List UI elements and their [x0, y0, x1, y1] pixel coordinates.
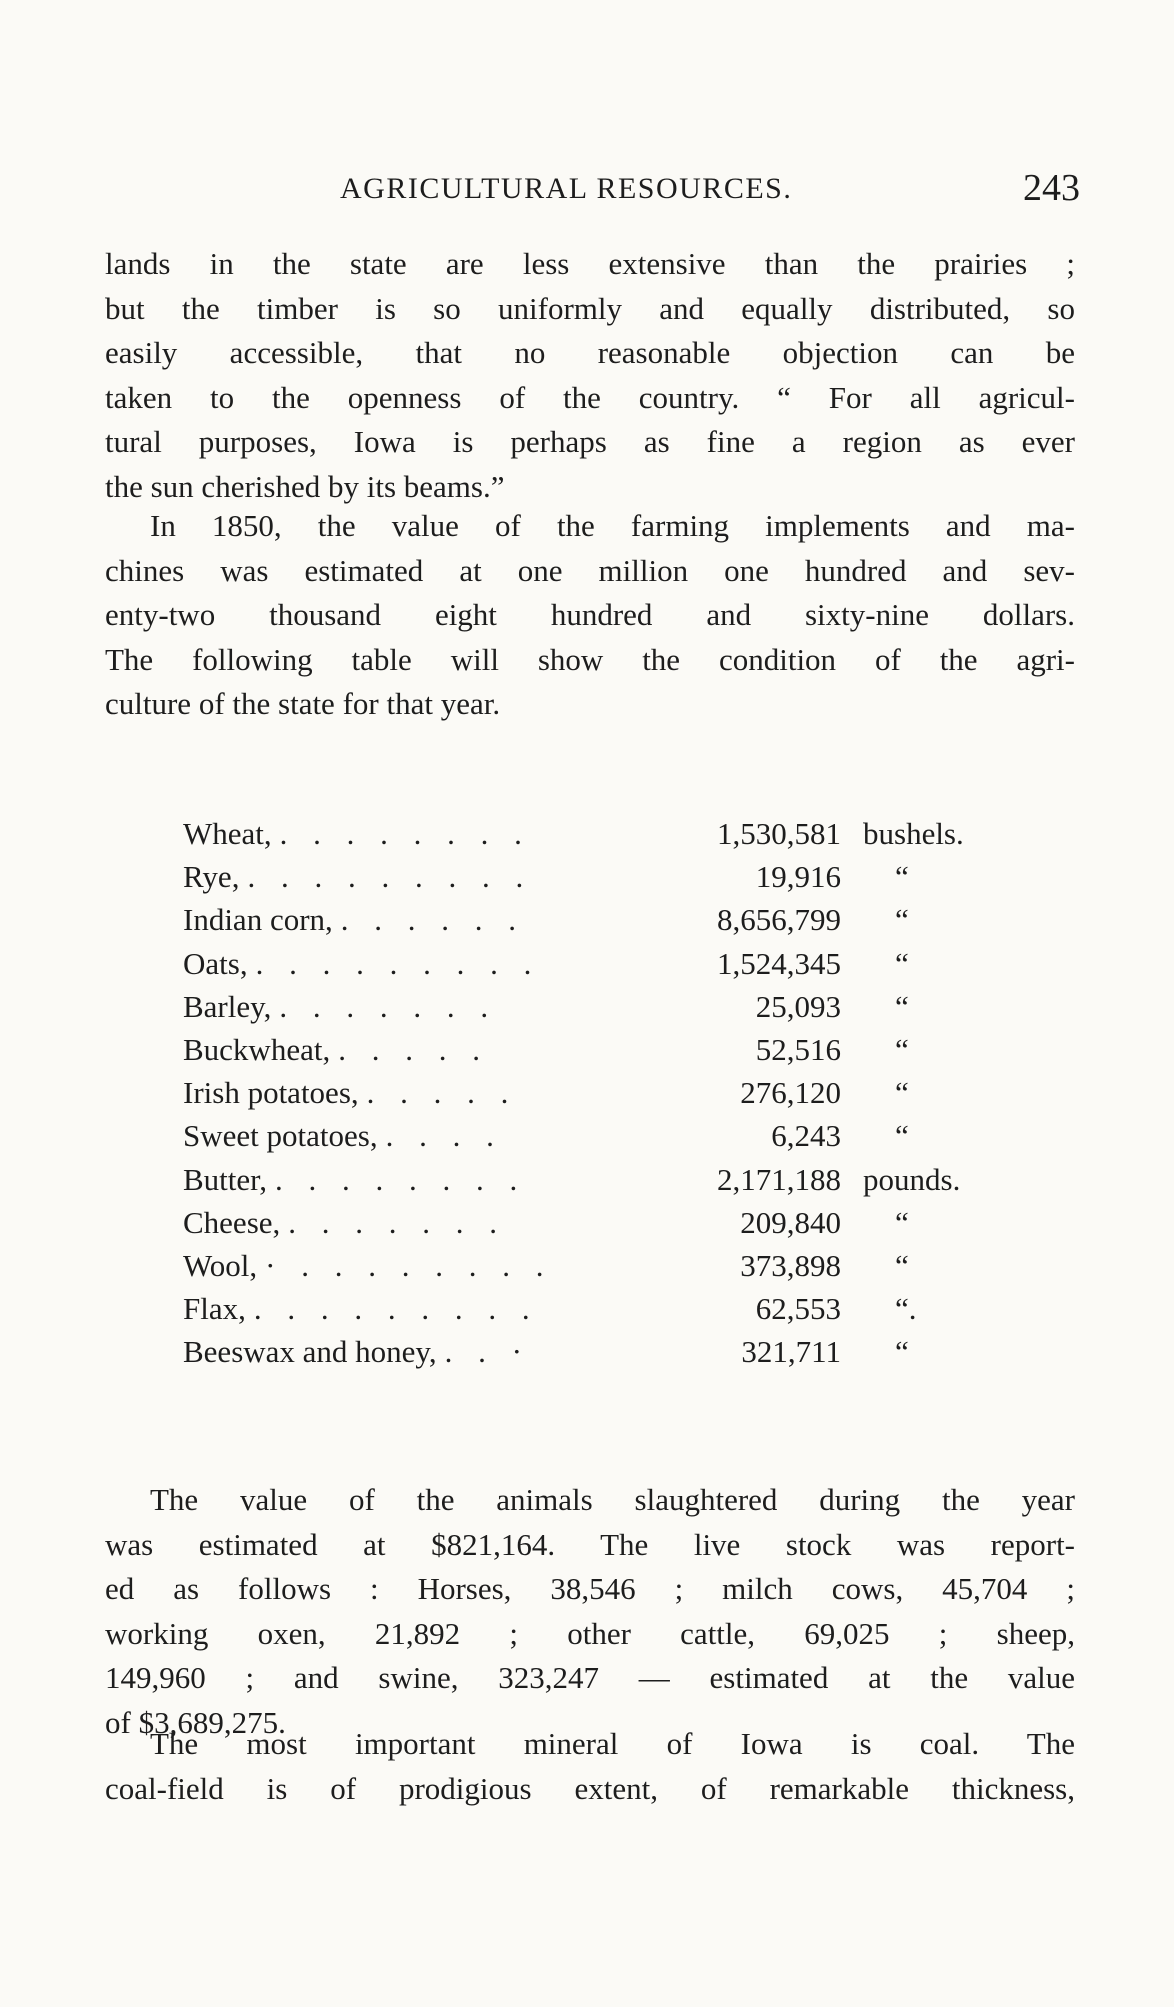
- crop-name: Flax, . . . . . . . . .: [183, 1291, 539, 1327]
- leader-dots: . . . . . . . . .: [253, 1291, 539, 1327]
- crop-value: 25,093: [755, 988, 841, 1024]
- text-line: The value of the animals slaughtered during the year: [150, 1482, 1075, 1517]
- crop-name: Cheese, . . . . . . .: [183, 1204, 507, 1240]
- table-row: [183, 898, 1023, 941]
- leader-dots: . . . . . . . . .: [247, 859, 533, 895]
- running-head: [340, 168, 1080, 212]
- crop-unit: “: [895, 1247, 909, 1283]
- leader-dots: . . . . . . .: [288, 1204, 507, 1240]
- crop-unit: “: [895, 988, 909, 1024]
- crop-name: Barley, . . . . . . .: [183, 988, 498, 1024]
- crop-unit: “: [895, 945, 909, 981]
- crop-name: Oats, . . . . . . . . .: [183, 945, 541, 981]
- text-line: the sun cherished by its beams.”: [105, 468, 505, 504]
- crop-value: 209,840: [740, 1204, 841, 1240]
- text-line: of $3,689,275.: [105, 1704, 286, 1740]
- crop-value: 8,656,799: [717, 902, 841, 938]
- crop-name: Wheat, . . . . . . . .: [183, 816, 531, 851]
- crop-value: 1,524,345: [717, 945, 841, 981]
- leader-dots: . . . . . . .: [279, 988, 498, 1024]
- crop-value: 62,553: [755, 1291, 841, 1327]
- table-row: [183, 942, 1023, 985]
- text-line: working oxen, 21,892 ; other cattle, 69,025 ; sheep,: [105, 1615, 1075, 1651]
- crop-name: Indian corn, . . . . . .: [183, 902, 526, 938]
- page-number: 243: [1023, 167, 1080, 209]
- leader-dots: . . . . . . . . .: [255, 945, 541, 981]
- running-title: AGRICULTURAL RESOURCES.: [340, 172, 793, 205]
- crop-name: Butter, . . . . . . . .: [183, 1161, 527, 1197]
- crop-value: 2,171,188: [717, 1161, 841, 1197]
- crop-unit: “: [895, 859, 909, 895]
- text-line: The following table will show the condition of the agri-: [105, 641, 1075, 677]
- crop-unit: “: [895, 1031, 909, 1067]
- paragraph-implements: [105, 504, 1075, 727]
- crop-value: 19,916: [755, 859, 841, 895]
- text-line: tural purposes, Iowa is perhaps as fine a region as ever: [105, 424, 1075, 459]
- crop-name: Rye, . . . . . . . . .: [183, 859, 533, 895]
- text-line: The most important mineral of Iowa is coal. The: [150, 1726, 1075, 1761]
- leader-dots: . . . .: [385, 1118, 503, 1154]
- text-line: In 1850, the value of the farming implements and ma-: [150, 508, 1075, 543]
- crop-unit: “: [895, 1204, 909, 1240]
- table-row: [183, 1114, 1023, 1157]
- leader-dots: · . . . . . . . .: [265, 1247, 553, 1283]
- text-line: easily accessible, that no reasonable objection can be: [105, 335, 1075, 370]
- text-line: lands in the state are less extensive than the prairies ;: [105, 246, 1075, 281]
- table-row: [183, 1244, 1023, 1287]
- paragraph-timber: [105, 242, 1075, 509]
- text-line: chines was estimated at one million one hundred and sev-: [105, 552, 1075, 588]
- text-line: culture of the state for that year.: [105, 686, 501, 721]
- paragraph-coal: [105, 1722, 1075, 1811]
- crop-name: Sweet potatoes, . . . .: [183, 1118, 503, 1154]
- crop-value: 276,120: [740, 1075, 841, 1111]
- crop-value: 373,898: [740, 1247, 841, 1283]
- crop-name: Irish potatoes, . . . . .: [183, 1075, 518, 1111]
- leader-dots: . . . . . . . .: [275, 1161, 527, 1197]
- crop-table: [183, 812, 1023, 1373]
- leader-dots: . . . . . . . .: [279, 816, 531, 851]
- crop-unit: “: [895, 1334, 909, 1370]
- crop-value: 321,711: [741, 1334, 841, 1370]
- crop-value: 6,243: [771, 1118, 841, 1154]
- text-line: was estimated at $821,164. The live stock was report-: [105, 1526, 1075, 1562]
- table-row: [183, 812, 1023, 855]
- crop-name: Buckwheat, . . . . .: [183, 1031, 489, 1067]
- text-line: but the timber is so uniformly and equally distributed, so: [105, 290, 1075, 326]
- crop-value: 52,516: [755, 1031, 841, 1067]
- crop-name: Beeswax and honey, . . ·: [183, 1334, 531, 1370]
- table-row: [183, 1330, 1023, 1373]
- crop-unit: pounds.: [863, 1161, 961, 1197]
- crop-unit: “: [895, 902, 909, 938]
- leader-dots: . . . . .: [366, 1075, 518, 1111]
- leader-dots: . . ·: [444, 1334, 531, 1370]
- leader-dots: . . . . .: [338, 1031, 489, 1067]
- table-row: [183, 1071, 1023, 1114]
- crop-unit: “: [895, 1075, 909, 1111]
- text-line: ed as follows : Horses, 38,546 ; milch cows, 45,704 ;: [105, 1571, 1075, 1606]
- leader-dots: . . . . . .: [340, 902, 526, 938]
- table-row: [183, 1201, 1023, 1244]
- text-line: 149,960 ; and swine, 323,247 — estimated at the value: [105, 1660, 1075, 1695]
- text-line: coal-field is of prodigious extent, of remarkable thickness,: [105, 1770, 1075, 1806]
- crop-unit: “.: [895, 1291, 917, 1327]
- table-row: [183, 1028, 1023, 1071]
- crop-unit: bushels.: [863, 816, 964, 851]
- table-row: [183, 855, 1023, 898]
- crop-unit: “: [895, 1118, 909, 1154]
- text-line: enty-two thousand eight hundred and sixty-nine dollars.: [105, 597, 1075, 632]
- table-row: [183, 985, 1023, 1028]
- table-row: [183, 1287, 1023, 1330]
- crop-name: Wool, · . . . . . . . .: [183, 1247, 553, 1283]
- text-line: taken to the openness of the country. “ For all agricul-: [105, 379, 1075, 415]
- crop-value: 1,530,581: [717, 816, 841, 851]
- paragraph-livestock: [105, 1478, 1075, 1745]
- table-row: [183, 1158, 1023, 1201]
